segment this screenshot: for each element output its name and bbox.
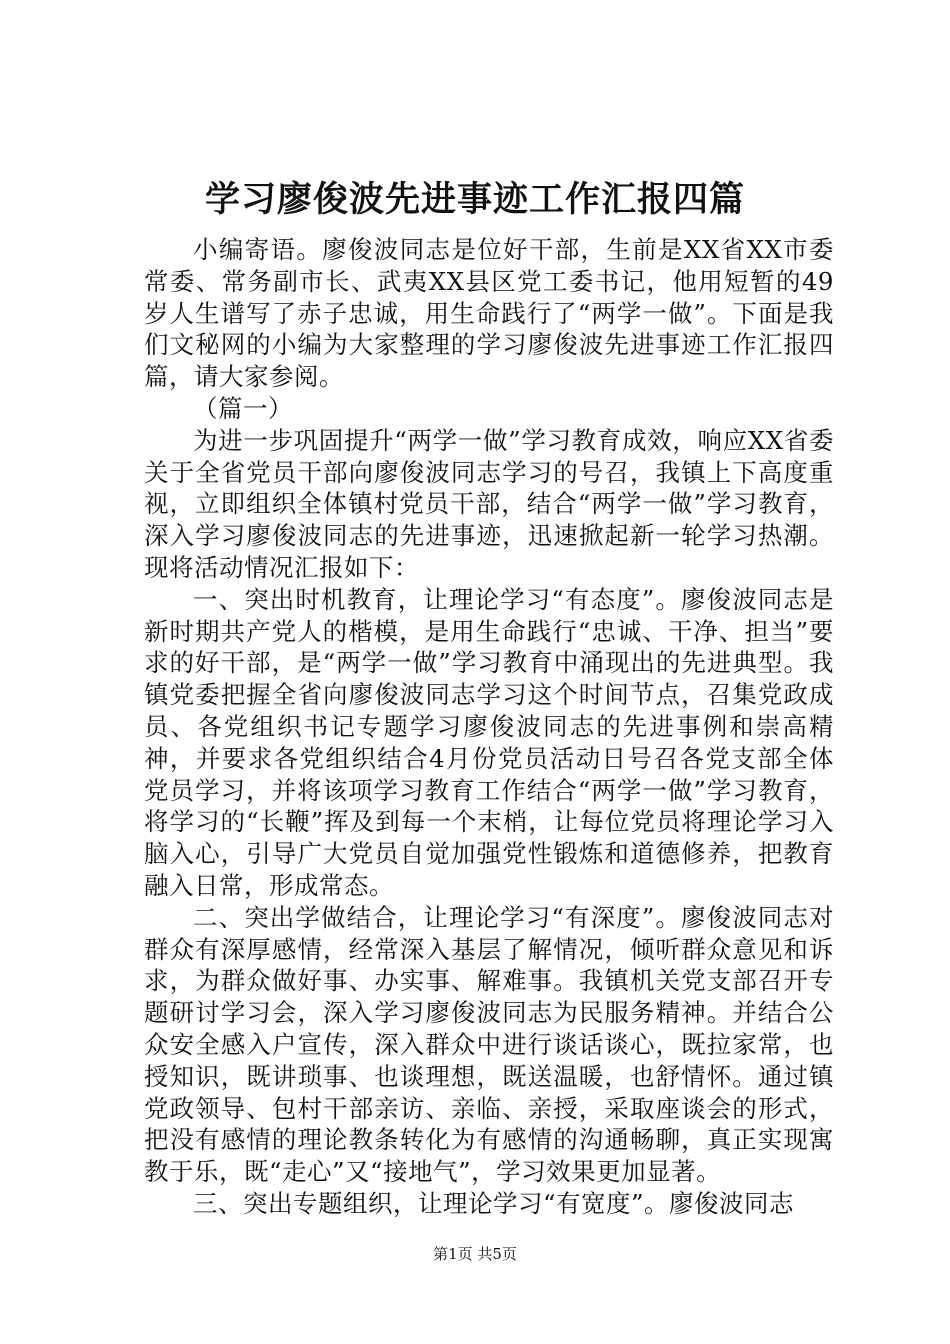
paragraph-point-3: 三、突出专题组织，让理论学习“有宽度”。廖俊波同志 [193,1188,795,1218]
page-footer: 第1页 共5页 [433,1245,517,1263]
document-body [144,234,834,1220]
paragraph-point-1: 一、突出时机教育，让理论学习“有态度”。廖俊波同志是新时期共产党人的楷模，是用生命践行“忠诚、干净、担当”要求的好干部，是“两学一做”学习教育中涌现出的先进典型。我镇党委把握全省向廖俊波同志学习这个时间节点，召集党政成员、各党组织书记专题学习廖俊波同志的先进事例和崇高精神，并要求各党组织结合4月份党员活动日号召各党支部全体党员学习，并将该项学习教育工作结合“两学一做”学习教育，将学习的“长鞭”挥及到每一个末梢，让每位党员将理论学习入脑入心，引导广大党员自觉加强党性锻炼和道德修养，把教育融入日常，形成常态。 [144,584,834,900]
paragraph-intro: 小编寄语。廖俊波同志是位好干部，生前是XX省XX市委常委、常务副市长、武夷XX县区党工委书记，他用短暂的49岁人生谱写了赤子忠诚，用生命践行了“两学一做”。下面是我们文秘网的小编为大家整理的学习廖俊波先进事迹工作汇报四篇，请大家参阅。 [144,235,834,392]
paragraph-point-2: 二、突出学做结合，让理论学习“有深度”。廖俊波同志对群众有深厚感情，经常深入基层了解情况，倾听群众意见和诉求，为群众做好事、办实事、解难事。我镇机关党支部召开专题研讨学习会，深入学习廖俊波同志为民服务精神。并结合公众安全感入户宣传，深入群众中进行谈话谈心，既拉家常，也授知识，既讲琐事、也谈理想，既送温暖，也舒情怀。通过镇党政领导、包村干部亲访、亲临、亲授，采取座谈会的形式，把没有感情的理论教条转化为有感情的沟通畅聊，真正实现寓教于乐，既“走心”又“接地气”，学习效果更加显著。 [144,902,834,1187]
paragraph-preface: 为进一步巩固提升“两学一做”学习教育成效，响应XX省委关于全省党员干部向廖俊波同志学习的号召，我镇上下高度重视，立即组织全体镇村党员干部，结合“两学一做”学习教育，深入学习廖俊波同志的先进事迹，迅速掀起新一轮学习热潮。现将活动情况汇报如下： [144,425,834,582]
document-title: 学习廖俊波先进事迹工作汇报四篇 [204,179,745,220]
paragraph-section-label: （篇一） [193,393,293,423]
